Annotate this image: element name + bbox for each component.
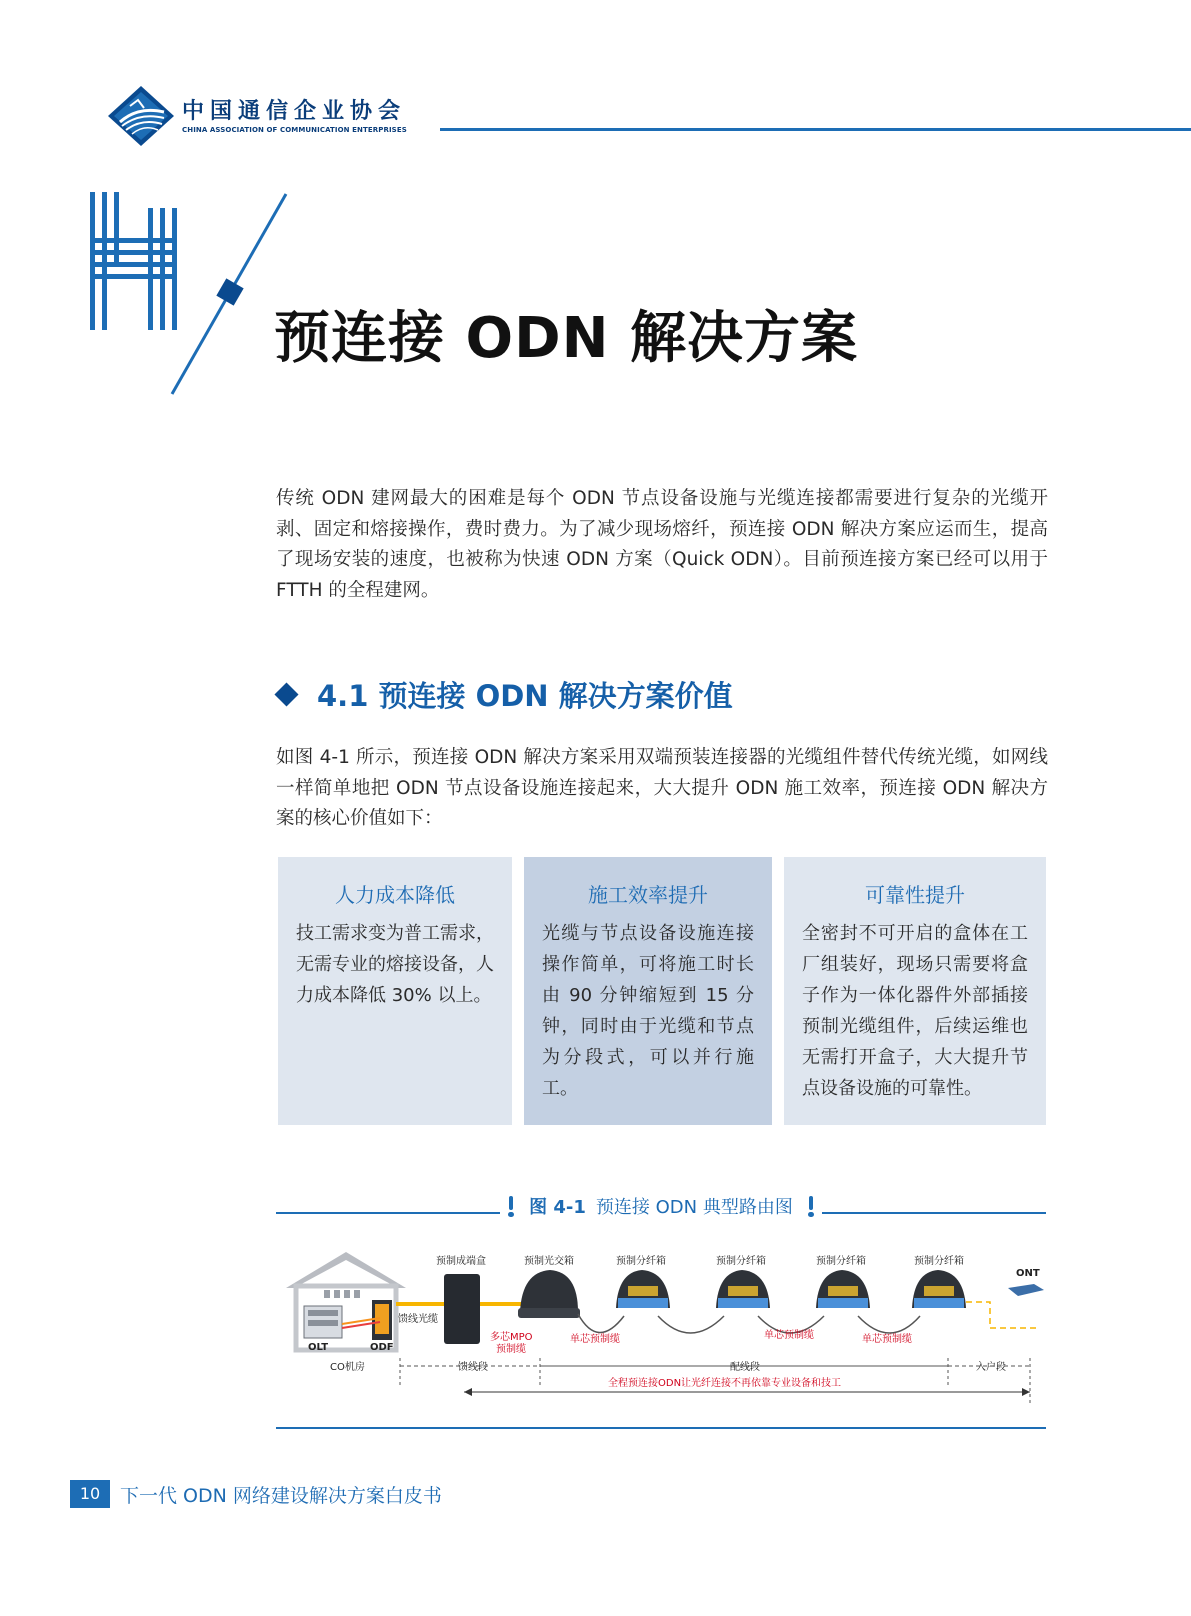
node-label-5: 预制分纤箱: [816, 1256, 866, 1267]
single-core-cable-label-1: 单芯预制缆: [570, 1334, 620, 1345]
chapter-title: 预连接 ODN 解决方案: [274, 306, 858, 371]
node-label-2: 预制光交箱: [524, 1256, 574, 1267]
intro-paragraph: 传统 ODN 建网最大的困难是每个 ODN 节点设备设施与光缆连接都需要进行复杂的光缆开剥、固定和熔接操作，费时费力。为了减少现场熔纤，预连接 ODN 解决方案应运而生，提高了现场安装的速度，也被称为快速 ODN 方案（Quick ODN）。目前预连接方案已经可以用于 FTTH 的全程建网。: [276, 488, 1048, 601]
distribution-box-icon: [816, 1270, 870, 1308]
header-divider: [440, 128, 1191, 131]
section-heading: [276, 672, 733, 716]
mpo-label-line1: 多芯MPO: [490, 1332, 533, 1343]
page-number: 10: [70, 1480, 110, 1508]
org-name-en: CHINA ASSOCIATION OF COMMUNICATION ENTERPRISES: [182, 126, 407, 134]
node-label-1: 预制成端盒: [436, 1256, 486, 1267]
card-text: 光缆与节点设备设施连接操作简单，可将施工时长由 90 分钟缩短到 15 分钟，同时由于光缆和节点为分段式，可以并行施工。: [542, 923, 754, 1099]
figure-caption: [500, 1190, 822, 1222]
org-logo-icon: [108, 86, 174, 146]
value-card-efficiency: [524, 857, 772, 1125]
termination-box-icon: [444, 1274, 480, 1344]
cross-connect-cabinet-icon: [520, 1270, 578, 1312]
figure-label: 图 4-1: [529, 1197, 586, 1218]
olt-label: OLT: [308, 1342, 329, 1353]
diagram-banner: 全程预连接ODN让光纤连接不再依靠专业设备和技工: [608, 1378, 842, 1389]
section-title: 4.1 预连接 ODN 解决方案价值: [317, 678, 733, 713]
card-text: 全密封不可开启的盒体在工厂组装好，现场只需要将盒子作为一体化器件外部插接预制光缆组件，后续运维也无需打开盒子，大大提升节点设备设施的可靠性。: [802, 923, 1028, 1099]
caption-mark-icon: [805, 1194, 817, 1218]
odn-route-diagram: [278, 1240, 1048, 1420]
card-text: 技工需求变为普工需求，无需专业的熔接设备，人力成本降低 30% 以上。: [296, 923, 494, 1006]
card-title: 可靠性提升: [865, 883, 965, 907]
single-core-cable-label-2: 单芯预制缆: [764, 1330, 814, 1341]
segment-distribution-label: 配线段: [730, 1362, 760, 1373]
mpo-label-line2: 预制缆: [496, 1344, 526, 1355]
distribution-box-icon: [716, 1270, 770, 1308]
single-core-cable-label-3: 单芯预制缆: [862, 1334, 912, 1345]
node-label-3: 预制分纤箱: [616, 1256, 666, 1267]
section-paragraph: 如图 4-1 所示，预连接 ODN 解决方案采用双端预装连接器的光缆组件替代传统光缆，如网线一样简单地把 ODN 节点设备设施连接起来，大大提升 ODN 施工效率，预连接 ODN 解决方案的核心价值如下：: [276, 747, 1048, 829]
ont-device-icon: [1008, 1284, 1044, 1296]
feeder-cable-label: 馈线光缆: [398, 1314, 438, 1325]
footer-book-title: 下一代 ODN 网络建设解决方案白皮书: [120, 1485, 442, 1507]
value-card-cost: [278, 857, 512, 1125]
ont-label: ONT: [1016, 1268, 1040, 1279]
segment-drop-label: 入户段: [976, 1362, 1006, 1373]
segment-feeder-label: 馈线段: [458, 1362, 488, 1373]
odf-label: ODF: [370, 1342, 394, 1353]
caption-mark-icon: [505, 1194, 517, 1218]
card-title: 施工效率提升: [588, 883, 708, 907]
value-card-reliability: [784, 857, 1046, 1125]
node-label-4: 预制分纤箱: [716, 1256, 766, 1267]
figure-bottom-rule: [276, 1427, 1046, 1429]
card-title: 人力成本降低: [335, 883, 455, 907]
distribution-box-icon: [616, 1270, 670, 1308]
org-logo: [108, 86, 438, 146]
distribution-box-icon: [912, 1270, 966, 1308]
node-label-6: 预制分纤箱: [914, 1256, 964, 1267]
org-name-cn: 中国通信企业协会: [182, 99, 407, 124]
chapter-number-graphic: [86, 188, 296, 403]
figure-title: 预连接 ODN 典型路由图: [595, 1197, 793, 1218]
co-label: CO机房: [330, 1362, 365, 1373]
co-building-icon: [286, 1252, 406, 1350]
diamond-bullet-icon: [274, 682, 298, 706]
